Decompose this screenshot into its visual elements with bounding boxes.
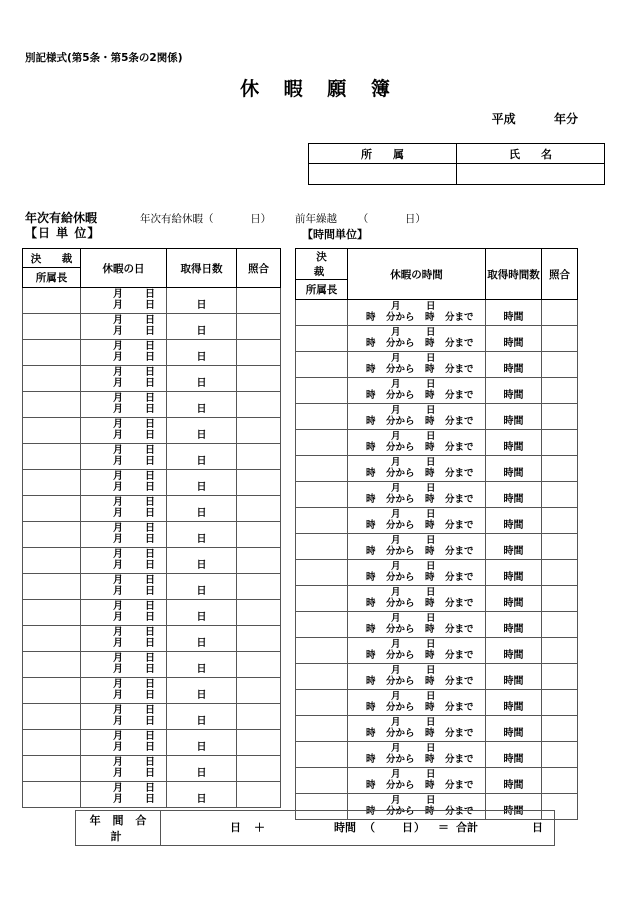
- leave-date-cell[interactable]: 月 日 月 日: [81, 522, 167, 548]
- leave-time-cell[interactable]: 月 日 時 分から 時 分まで: [348, 378, 486, 404]
- annual-leave-quota-label: 年次有給休暇（: [140, 213, 214, 225]
- hour-table-row: [296, 612, 578, 638]
- leave-time-cell[interactable]: 月 日 時 分から 時 分まで: [348, 742, 486, 768]
- verify-cell[interactable]: [237, 626, 281, 652]
- supervisor-header: 所属長: [296, 280, 348, 300]
- day-table-row: [23, 730, 281, 756]
- affiliation-input[interactable]: [309, 164, 457, 185]
- supervisor-stamp-cell[interactable]: [296, 586, 348, 612]
- affiliation-header: 所 属: [309, 144, 457, 164]
- hours-taken-cell[interactable]: 時間: [486, 612, 542, 638]
- leave-time-cell[interactable]: 月 日 時 分から 時 分まで: [348, 534, 486, 560]
- total-sum-label: 合計: [456, 821, 478, 834]
- total-day-unit-2: 日: [402, 821, 413, 834]
- name-input[interactable]: [457, 164, 605, 185]
- supervisor-stamp-cell[interactable]: [296, 742, 348, 768]
- hour-table-row: [296, 534, 578, 560]
- day-table-row: [23, 314, 281, 340]
- days-taken-cell[interactable]: 日: [167, 704, 237, 730]
- hours-taken-cell[interactable]: 時間: [486, 768, 542, 794]
- leave-time-cell[interactable]: 月 日 時 分から 時 分まで: [348, 326, 486, 352]
- hours-taken-cell[interactable]: 時間: [486, 794, 542, 820]
- day-table-row: [23, 574, 281, 600]
- annual-leave-quota-field: [140, 211, 271, 226]
- hour-table-row: [296, 482, 578, 508]
- day-table-row: [23, 288, 281, 314]
- leave-date-cell[interactable]: 月 日 月 日: [81, 574, 167, 600]
- leave-time-cell[interactable]: 月 日 時 分から 時 分まで: [348, 664, 486, 690]
- leave-date-cell[interactable]: 月 日 月 日: [81, 288, 167, 314]
- supervisor-stamp-cell[interactable]: [296, 508, 348, 534]
- verify-cell[interactable]: [542, 482, 578, 508]
- days-taken-cell[interactable]: 日: [167, 418, 237, 444]
- hour-table-row: [296, 742, 578, 768]
- leave-date-cell[interactable]: 月 日 月 日: [81, 548, 167, 574]
- leave-date-cell[interactable]: 月 日 月 日: [81, 418, 167, 444]
- verify-cell[interactable]: [237, 548, 281, 574]
- verify-cell[interactable]: [542, 300, 578, 326]
- supervisor-stamp-cell[interactable]: [23, 652, 81, 678]
- form-code-label: 別記様式(第5条・第5条の2関係): [25, 52, 183, 64]
- annual-total-row: [76, 811, 555, 846]
- page-title: 休 暇 願 簿: [240, 78, 399, 100]
- supervisor-stamp-cell[interactable]: [296, 768, 348, 794]
- left-section-caption-line1: 年次有給休暇: [25, 211, 98, 225]
- total-paren-close: ）: [414, 821, 425, 834]
- verify-header: 照合: [237, 249, 281, 288]
- days-taken-cell[interactable]: 日: [167, 392, 237, 418]
- supervisor-stamp-cell[interactable]: [23, 600, 81, 626]
- verify-header: 照合: [542, 249, 578, 300]
- annual-total-table: [75, 810, 555, 846]
- days-taken-cell[interactable]: 日: [167, 600, 237, 626]
- supervisor-stamp-cell[interactable]: [296, 326, 348, 352]
- era-label: 平成: [491, 112, 516, 126]
- hours-taken-cell[interactable]: 時間: [486, 638, 542, 664]
- leave-time-cell[interactable]: 月 日 時 分から 時 分まで: [348, 794, 486, 820]
- leave-time-cell[interactable]: 月 日 時 分から 時 分まで: [348, 430, 486, 456]
- carryover-label: 前年繰越: [295, 213, 337, 225]
- supervisor-stamp-cell[interactable]: [296, 404, 348, 430]
- verify-cell[interactable]: [542, 612, 578, 638]
- hours-taken-cell[interactable]: 時間: [486, 560, 542, 586]
- day-table-row: [23, 756, 281, 782]
- days-taken-cell[interactable]: 日: [167, 678, 237, 704]
- verify-cell[interactable]: [542, 560, 578, 586]
- hours-taken-cell[interactable]: 時間: [486, 482, 542, 508]
- days-taken-header: 取得日数: [167, 249, 237, 288]
- hour-table-row: [296, 768, 578, 794]
- leave-date-cell[interactable]: 月 日 月 日: [81, 496, 167, 522]
- supervisor-header: 所属長: [23, 268, 81, 288]
- supervisor-stamp-cell[interactable]: [23, 522, 81, 548]
- day-table-header-row-1: [23, 249, 281, 268]
- supervisor-stamp-cell[interactable]: [23, 782, 81, 808]
- days-taken-cell[interactable]: 日: [167, 782, 237, 808]
- supervisor-stamp-cell[interactable]: [23, 392, 81, 418]
- leave-time-cell[interactable]: 月 日 時 分から 時 分まで: [348, 768, 486, 794]
- supervisor-stamp-cell[interactable]: [296, 430, 348, 456]
- supervisor-stamp-cell[interactable]: [296, 664, 348, 690]
- hour-table-row: [296, 508, 578, 534]
- name-header: 氏 名: [457, 144, 605, 164]
- left-section-caption-line2: 【日 単 位】: [25, 226, 101, 240]
- total-paren-open: （: [364, 821, 375, 834]
- leave-date-cell[interactable]: 月 日 月 日: [81, 782, 167, 808]
- identity-value-row: [309, 164, 605, 185]
- hours-taken-cell[interactable]: 時間: [486, 508, 542, 534]
- leave-time-cell[interactable]: 月 日 時 分から 時 分まで: [348, 638, 486, 664]
- days-taken-cell[interactable]: 日: [167, 652, 237, 678]
- days-taken-cell[interactable]: 日: [167, 730, 237, 756]
- supervisor-stamp-cell[interactable]: [23, 314, 81, 340]
- day-table-body: [23, 288, 281, 808]
- days-taken-cell[interactable]: 日: [167, 574, 237, 600]
- verify-cell[interactable]: [542, 586, 578, 612]
- hour-table-row: [296, 638, 578, 664]
- verify-cell[interactable]: [542, 716, 578, 742]
- hour-table-header-row-1: [296, 249, 578, 280]
- hour-table-row: [296, 352, 578, 378]
- days-taken-cell[interactable]: 日: [167, 626, 237, 652]
- leave-time-cell[interactable]: 月 日 時 分から 時 分まで: [348, 300, 486, 326]
- supervisor-stamp-cell[interactable]: [296, 638, 348, 664]
- hour-table-row: [296, 430, 578, 456]
- day-table-row: [23, 678, 281, 704]
- day-table-row: [23, 522, 281, 548]
- hours-taken-cell[interactable]: 時間: [486, 404, 542, 430]
- hours-taken-cell[interactable]: 時間: [486, 326, 542, 352]
- hour-table-row: [296, 664, 578, 690]
- days-taken-cell[interactable]: 日: [167, 522, 237, 548]
- day-table-row: [23, 392, 281, 418]
- verify-cell[interactable]: [542, 326, 578, 352]
- day-table-row: [23, 366, 281, 392]
- verify-cell[interactable]: [237, 600, 281, 626]
- leave-time-cell[interactable]: 月 日 時 分から 時 分まで: [348, 456, 486, 482]
- supervisor-stamp-cell[interactable]: [23, 730, 81, 756]
- supervisor-stamp-cell[interactable]: [296, 482, 348, 508]
- hours-taken-header: 取得時間数: [486, 249, 542, 300]
- annual-total-formula[interactable]: [161, 811, 555, 846]
- carryover-paren-open: （: [357, 213, 369, 225]
- days-taken-cell[interactable]: 日: [167, 470, 237, 496]
- era-year-field: [492, 110, 578, 127]
- days-taken-cell[interactable]: 日: [167, 340, 237, 366]
- leave-date-cell[interactable]: 月 日 月 日: [81, 444, 167, 470]
- hour-table-row: [296, 716, 578, 742]
- identity-table: [308, 143, 605, 185]
- day-table-row: [23, 340, 281, 366]
- leave-time-cell[interactable]: 月 日 時 分から 時 分まで: [348, 560, 486, 586]
- supervisor-stamp-cell[interactable]: [296, 716, 348, 742]
- days-taken-cell[interactable]: 日: [167, 548, 237, 574]
- approval-header: 決 裁: [296, 249, 348, 280]
- day-table-row: [23, 548, 281, 574]
- supervisor-stamp-cell[interactable]: [23, 496, 81, 522]
- supervisor-stamp-cell[interactable]: [23, 340, 81, 366]
- day-table-row: [23, 496, 281, 522]
- total-plus-sign: ＋: [254, 821, 265, 834]
- supervisor-stamp-cell[interactable]: [23, 444, 81, 470]
- supervisor-stamp-cell[interactable]: [296, 612, 348, 638]
- supervisor-stamp-cell[interactable]: [296, 352, 348, 378]
- verify-cell[interactable]: [237, 288, 281, 314]
- leave-time-cell[interactable]: 月 日 時 分から 時 分まで: [348, 482, 486, 508]
- hour-table-row: [296, 560, 578, 586]
- verify-cell[interactable]: [237, 756, 281, 782]
- verify-cell[interactable]: [237, 392, 281, 418]
- days-taken-cell[interactable]: 日: [167, 496, 237, 522]
- days-taken-cell[interactable]: 日: [167, 288, 237, 314]
- day-table-row: [23, 782, 281, 808]
- supervisor-stamp-cell[interactable]: [296, 690, 348, 716]
- verify-cell[interactable]: [237, 366, 281, 392]
- verify-cell[interactable]: [237, 652, 281, 678]
- leave-date-cell[interactable]: 月 日 月 日: [81, 600, 167, 626]
- leave-date-cell[interactable]: 月 日 月 日: [81, 678, 167, 704]
- carryover-field: [295, 211, 426, 226]
- supervisor-stamp-cell[interactable]: [296, 560, 348, 586]
- day-table-row: [23, 418, 281, 444]
- verify-cell[interactable]: [237, 340, 281, 366]
- hours-taken-cell[interactable]: 時間: [486, 742, 542, 768]
- hour-table-body: [296, 300, 578, 820]
- verify-cell[interactable]: [542, 508, 578, 534]
- hour-table-row: [296, 586, 578, 612]
- day-table-row: [23, 626, 281, 652]
- era-year-suffix: 年分: [553, 112, 578, 126]
- leave-date-header: 休暇の日: [81, 249, 167, 288]
- annual-total-label: 年 間 合 計: [76, 811, 161, 846]
- leave-time-cell[interactable]: 月 日 時 分から 時 分まで: [348, 404, 486, 430]
- hours-taken-cell[interactable]: 時間: [486, 378, 542, 404]
- supervisor-stamp-cell[interactable]: [23, 548, 81, 574]
- day-table-row: [23, 444, 281, 470]
- leave-date-cell[interactable]: 月 日 月 日: [81, 392, 167, 418]
- verify-cell[interactable]: [237, 470, 281, 496]
- verify-cell[interactable]: [542, 456, 578, 482]
- verify-cell[interactable]: [542, 534, 578, 560]
- hour-unit-table: [295, 248, 578, 820]
- supervisor-stamp-cell[interactable]: [23, 574, 81, 600]
- supervisor-stamp-cell[interactable]: [296, 300, 348, 326]
- hours-taken-cell[interactable]: 時間: [486, 716, 542, 742]
- supervisor-stamp-cell[interactable]: [23, 626, 81, 652]
- total-day-unit-3: 日: [532, 821, 543, 834]
- hour-table-row: [296, 326, 578, 352]
- days-taken-cell[interactable]: 日: [167, 366, 237, 392]
- verify-cell[interactable]: [542, 664, 578, 690]
- day-table-row: [23, 652, 281, 678]
- verify-cell[interactable]: [237, 522, 281, 548]
- leave-time-header: 休暇の時間: [348, 249, 486, 300]
- day-table-row: [23, 600, 281, 626]
- right-section-caption-unit: 【時間単位】: [302, 228, 368, 241]
- leave-date-cell[interactable]: 月 日 月 日: [81, 470, 167, 496]
- total-equals-sign: ＝: [438, 821, 449, 834]
- total-hour-unit: 時間: [334, 821, 356, 834]
- hours-taken-cell[interactable]: 時間: [486, 352, 542, 378]
- leave-time-cell[interactable]: 月 日 時 分から 時 分まで: [348, 690, 486, 716]
- hours-taken-cell[interactable]: 時間: [486, 534, 542, 560]
- leave-time-cell[interactable]: 月 日 時 分から 時 分まで: [348, 716, 486, 742]
- leave-date-cell[interactable]: 月 日 月 日: [81, 704, 167, 730]
- hours-taken-cell[interactable]: 時間: [486, 586, 542, 612]
- supervisor-stamp-cell[interactable]: [23, 366, 81, 392]
- leave-time-cell[interactable]: 月 日 時 分から 時 分まで: [348, 612, 486, 638]
- verify-cell[interactable]: [237, 418, 281, 444]
- days-taken-cell[interactable]: 日: [167, 444, 237, 470]
- hour-table-row: [296, 300, 578, 326]
- verify-cell[interactable]: [542, 378, 578, 404]
- verify-cell[interactable]: [542, 430, 578, 456]
- hours-taken-cell[interactable]: 時間: [486, 300, 542, 326]
- supervisor-stamp-cell[interactable]: [296, 534, 348, 560]
- verify-cell[interactable]: [237, 782, 281, 808]
- hour-table-row: [296, 690, 578, 716]
- supervisor-stamp-cell[interactable]: [23, 678, 81, 704]
- leave-date-cell[interactable]: 月 日 月 日: [81, 652, 167, 678]
- leave-date-cell[interactable]: 月 日 月 日: [81, 730, 167, 756]
- annual-leave-quota-unit: 日）: [250, 213, 272, 225]
- verify-cell[interactable]: [237, 574, 281, 600]
- leave-date-cell[interactable]: 月 日 月 日: [81, 756, 167, 782]
- hours-taken-cell[interactable]: 時間: [486, 456, 542, 482]
- hours-taken-cell[interactable]: 時間: [486, 664, 542, 690]
- day-table-row: [23, 470, 281, 496]
- identity-header-row: [309, 144, 605, 164]
- day-unit-table: [22, 248, 281, 808]
- days-taken-cell[interactable]: 日: [167, 756, 237, 782]
- verify-cell[interactable]: [237, 314, 281, 340]
- leave-date-cell[interactable]: 月 日 月 日: [81, 340, 167, 366]
- leave-date-cell[interactable]: 月 日 月 日: [81, 366, 167, 392]
- verify-cell[interactable]: [542, 404, 578, 430]
- leave-date-cell[interactable]: 月 日 月 日: [81, 314, 167, 340]
- verify-cell[interactable]: [542, 352, 578, 378]
- hour-table-row: [296, 378, 578, 404]
- verify-cell[interactable]: [237, 444, 281, 470]
- verify-cell[interactable]: [542, 690, 578, 716]
- supervisor-stamp-cell[interactable]: [23, 418, 81, 444]
- supervisor-stamp-cell[interactable]: [23, 288, 81, 314]
- carryover-unit: 日）: [404, 213, 426, 225]
- supervisor-stamp-cell[interactable]: [296, 456, 348, 482]
- hours-taken-cell[interactable]: 時間: [486, 690, 542, 716]
- leave-time-cell[interactable]: 月 日 時 分から 時 分まで: [348, 586, 486, 612]
- days-taken-cell[interactable]: 日: [167, 314, 237, 340]
- supervisor-stamp-cell[interactable]: [296, 378, 348, 404]
- verify-cell[interactable]: [237, 704, 281, 730]
- approval-header: 決 裁: [23, 249, 81, 268]
- leave-time-cell[interactable]: 月 日 時 分から 時 分まで: [348, 508, 486, 534]
- supervisor-stamp-cell[interactable]: [23, 470, 81, 496]
- supervisor-stamp-cell[interactable]: [23, 704, 81, 730]
- verify-cell[interactable]: [237, 496, 281, 522]
- hour-table-row: [296, 404, 578, 430]
- verify-cell[interactable]: [542, 768, 578, 794]
- verify-cell[interactable]: [237, 730, 281, 756]
- supervisor-stamp-cell[interactable]: [23, 756, 81, 782]
- hour-table-row: [296, 456, 578, 482]
- leave-date-cell[interactable]: 月 日 月 日: [81, 626, 167, 652]
- verify-cell[interactable]: [237, 678, 281, 704]
- verify-cell[interactable]: [542, 638, 578, 664]
- hours-taken-cell[interactable]: 時間: [486, 430, 542, 456]
- total-day-unit-1: 日: [230, 821, 241, 834]
- day-table-row: [23, 704, 281, 730]
- verify-cell[interactable]: [542, 742, 578, 768]
- leave-time-cell[interactable]: 月 日 時 分から 時 分まで: [348, 352, 486, 378]
